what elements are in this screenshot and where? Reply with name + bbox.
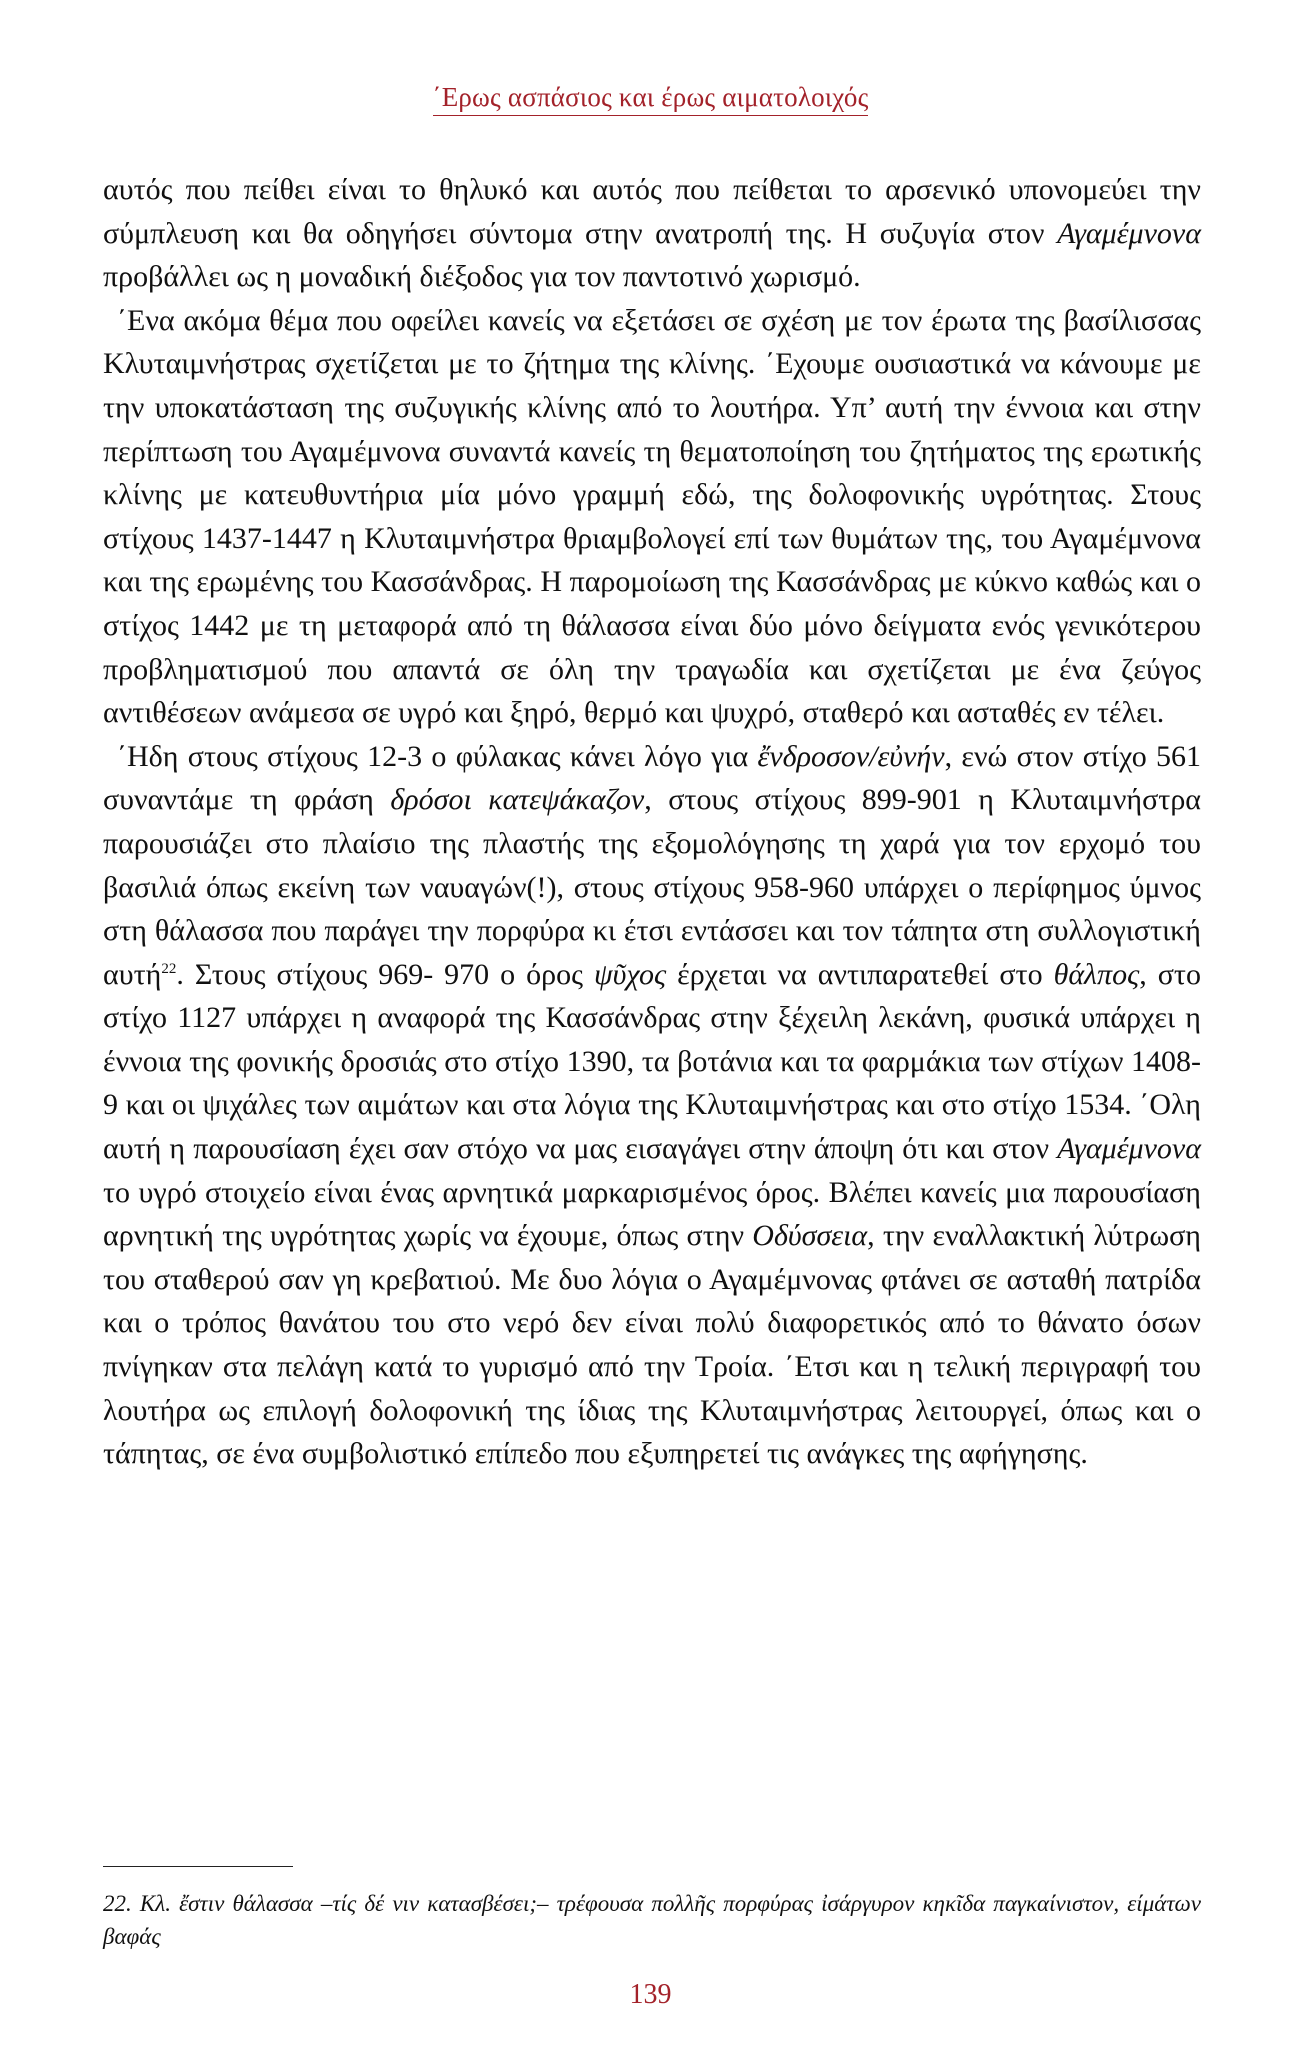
greek-quote-1: ἔνδροσον/εὐνήν	[757, 739, 945, 773]
paragraph-3-text-d: . Στους στίχους 969- 970 ο όρος	[176, 957, 594, 991]
paragraph-3-text-b: , ενώ στον στίχο 561 συναντάμε τη φράση	[103, 739, 1202, 817]
paragraph-3-text-a: ΄Ηδη στους στίχους 12-3 ο φύλακας κάνει λόγο για	[117, 739, 758, 773]
italic-title-3: Οδύσσεια	[752, 1219, 868, 1253]
italic-title: Αγαμέμνονα	[1057, 216, 1201, 250]
italic-title-2: Αγαμέμνονα	[1057, 1132, 1201, 1166]
greek-quote-4: θάλπος	[1053, 957, 1140, 991]
paragraph-3-text-c: , στους στίχους 899-901 η Κλυταιμνήστρα παρουσιάζει στο πλαίσιο της πλαστής της εξομολόγησης τη χαρά για τον ερχομό του βασιλιά όπως εκείνη των ναυαγών(!), στους στίχους 958-960 υπάρχει ο περίφημος ύμνος στη θάλασσα που παράγει την πορφύρα κι έτσι εντάσσει και τον τάπητα στη συλλογιστική αυτή	[103, 783, 1202, 991]
paragraph-3-text-f: , στο στίχο 1127 υπάρχει η αναφορά της Κασσάνδρας στην ξέχειλη λεκάνη, φυσικά υπάρχει η έννοια της φονικής δροσιάς στο στίχο 1390, τα βοτάνια και τα φαρμάκια των στίχων 1408-9 και οι ψιχάλες των αιμάτων και στα λόγια της Κλυταιμνήστρας και στο στίχο 1534. ΄Ολη αυτή η παρουσίαση έχει σαν στόχο να μας εισαγάγει στην άποψη ότι και στον	[103, 957, 1201, 1166]
paragraph-2: ΄Ενα ακόμα θέμα που οφείλει κανείς να εξετάσει σε σχέση με τον έρωτα της βασίλισσας Κλυταιμνήστρας σχετίζεται με το ζήτημα της κλίνης. ΄Εχουμε ουσιαστικά να κάνουμε με την υποκατάσταση της συζυγικής κλίνης από το λουτήρα. Υπ’ αυτή την έννοια και στην περίπτωση του Αγαμέμνονα συναντά κανείς τη θεματοποίηση του ζητήματος της ερωτικής κλίνης με κατευθυντήρια μία μόνο γραμμή εδώ, της δολοφονικής υγρότητας. Στους στίχους 1437-1447 η Κλυταιμνήστρα θριαμβολογεί επί των θυμάτων της, του Αγαμέμνονα και της ερωμένης του Κασσάνδρας. Η παρομοίωση της Κασσάνδρας με κύκνο καθώς και ο στίχος 1442 με τη μεταφορά από τη θάλασσα είναι δύο μόνο δείγματα ενός γενικότερου προβληματισμού που απαντά σε όλη την τραγωδία και σχετίζεται με ένα ζεύγος αντιθέσεων ανάμεσα σε υγρό και ξηρό, θερμό και ψυχρό, σταθερό και ασταθές εν τέλει.	[103, 303, 1201, 730]
paragraph-3-text-g: το υγρό στοιχείο είναι ένας αρνητικά μαρκαρισμένος όρος. Βλέπει κανείς μια παρουσίαση αρνητική της υγρότητας χωρίς να έχουμε, όπως στην	[103, 1175, 1201, 1253]
paragraph-1-text: αυτός που πείθει είναι το θηλυκό και αυτός που πείθεται το αρσενικό υπονομεύει την σύμπλευση και θα οδηγήσει σύντομα στην ανατροπή της. Η συζυγία στον	[103, 173, 1201, 250]
paragraph-1	[103, 168, 1201, 299]
paragraph-3	[103, 735, 1201, 1476]
footnote-divider	[103, 1866, 293, 1867]
greek-quote-2: δρόσοι κατεψάκαζον	[390, 783, 645, 817]
running-title	[0, 82, 1301, 113]
paragraph-1-end: προβάλλει ως η μοναδική διέξοδος για τον παντοτινό χωρισμό.	[103, 260, 861, 294]
paragraph-3-text-e: έρχεται να αντιπαρατεθεί στο	[666, 957, 1054, 991]
running-title-text: ΄Ερως ασπάσιος και έρως αιματολοιχός	[433, 82, 869, 116]
greek-quote-3: ψῦχος	[593, 957, 667, 991]
page-number: 139	[629, 1979, 672, 2010]
footnote-22: 22. Κλ. ἔστιν θάλασσα –τίς δέ νιν κατασβέσει;– τρέφουσα πολλῆς πορφύρας ἰσάργυρον κηκῖδα παγκαίνιστον, είμάτων βαφάς	[103, 1891, 1201, 1949]
paragraph-3-text-h: , την εναλλακτική λύτρωση του σταθερού σαν γη κρεβατιού. Με δυο λόγια ο Αγαμέμνονας φτάνει σε ασταθή πατρίδα και ο τρόπος θανάτου του στο νερό δεν είναι πολύ διαφορετικός από το θάνατο όσων πνίγηκαν στα πελάγη κατά το γυρισμό από την Τροία. ΄Ετσι και η τελική περιγραφή του λουτήρα ως επιλογή δολοφονική της ίδιας της Κλυταιμνήστρας λειτουργεί, όπως και ο τάπητας, σε ένα συμβολιστικό επίπεδο που εξυπηρετεί τις ανάγκες της αφήγησης.	[103, 1219, 1201, 1471]
main-text	[103, 168, 1201, 1476]
footnote-reference[interactable]: 22	[161, 960, 177, 977]
